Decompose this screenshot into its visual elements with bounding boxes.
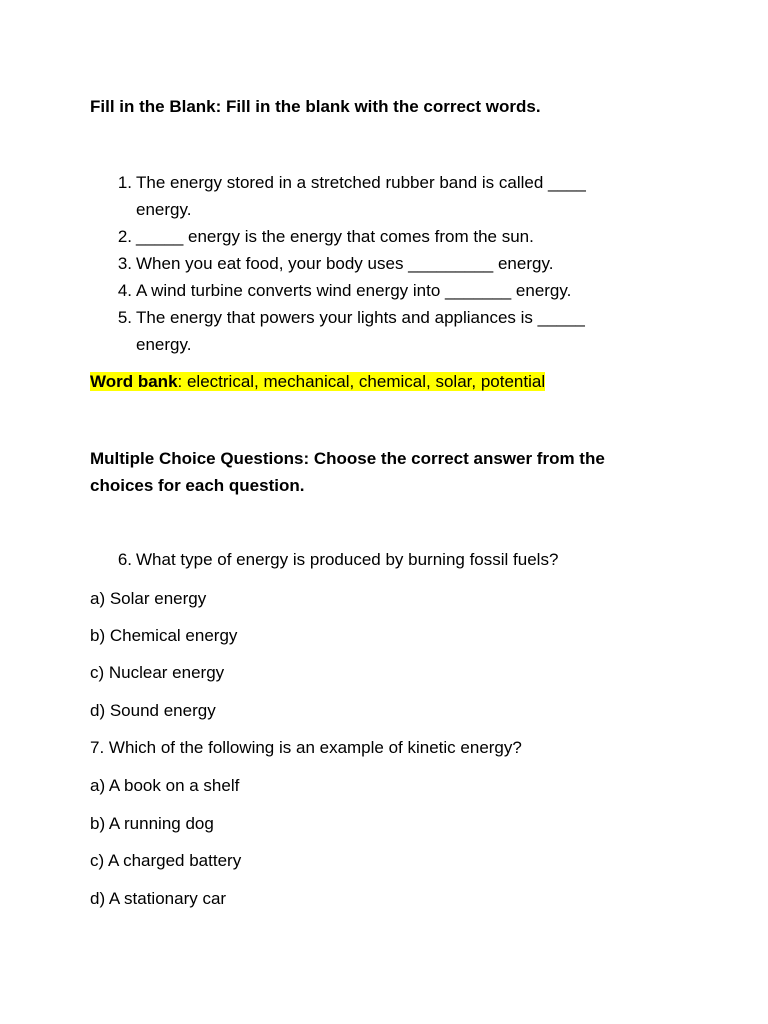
- word-bank-words: : electrical, mechanical, chemical, solar, potential: [177, 372, 546, 391]
- option-a: a) A book on a shelf: [90, 776, 240, 795]
- item-number: 5.: [117, 308, 132, 327]
- item-text: _____ energy is the energy that comes from the sun.: [136, 227, 534, 246]
- item-number: 3.: [117, 254, 132, 273]
- option-c: c) Nuclear energy: [90, 663, 225, 682]
- question-6: [90, 546, 736, 573]
- item-text: The energy that powers your lights and appliances is _____: [136, 308, 585, 327]
- item-text: When you eat food, your body uses _________ energy.: [136, 254, 554, 273]
- item-text: A wind turbine converts wind energy into _______ energy.: [136, 281, 572, 300]
- option-a: a) Solar energy: [90, 589, 207, 608]
- option-d: d) A stationary car: [90, 889, 227, 908]
- list-item: [90, 277, 630, 304]
- list-item: [90, 304, 630, 358]
- list-item: [90, 223, 630, 250]
- list-item: [90, 250, 630, 277]
- item-number: 1.: [117, 173, 132, 192]
- item-number: 2.: [117, 227, 132, 246]
- question-number: 6.: [117, 550, 132, 569]
- option-b: b) A running dog: [90, 814, 214, 833]
- option-c: c) A charged battery: [90, 851, 242, 870]
- word-bank-highlight: [90, 372, 545, 391]
- question-text: What type of energy is produced by burning fossil fuels?: [136, 550, 559, 569]
- item-text: The energy stored in a stretched rubber band is called ____: [136, 173, 586, 192]
- multiple-choice-heading: Multiple Choice Questions: Choose the correct answer from the choices for each question.: [90, 449, 605, 495]
- item-number: 4.: [117, 281, 132, 300]
- option-d: d) Sound energy: [90, 701, 216, 720]
- question-7-text: 7. Which of the following is an example of kinetic energy?: [90, 738, 522, 757]
- fill-in-blank-heading: Fill in the Blank: Fill in the blank with the correct words.: [90, 97, 541, 116]
- word-bank: [90, 368, 545, 395]
- word-bank-label: Word bank: [90, 372, 178, 391]
- item-text-continued: energy.: [136, 335, 192, 354]
- fill-in-blank-list: [90, 169, 630, 358]
- list-item: [90, 169, 630, 223]
- item-text-continued: energy.: [136, 200, 192, 219]
- option-b: b) Chemical energy: [90, 626, 238, 645]
